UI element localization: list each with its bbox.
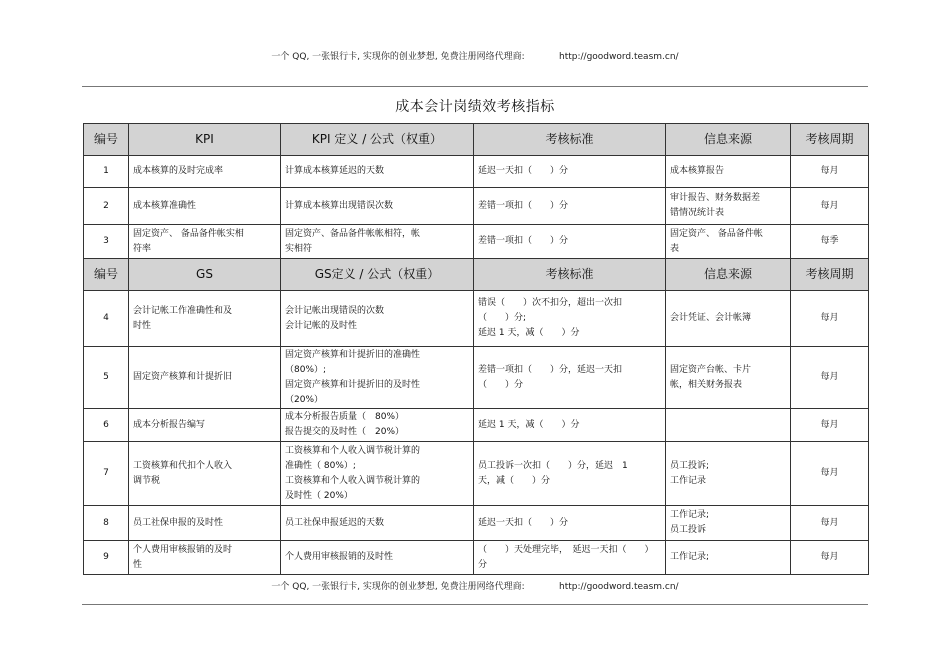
cell-name xyxy=(129,225,281,259)
cell-period: 每月 xyxy=(791,291,869,347)
cell-period: 每季 xyxy=(791,225,869,259)
cell-line: （20%） xyxy=(285,394,324,405)
cell-line: （ ）分; xyxy=(478,313,527,323)
cell-line: 延迟一天扣（ ）分 xyxy=(478,517,569,528)
cell-definition xyxy=(281,225,474,259)
cell-line: 成本核算的及时完成率 xyxy=(133,166,224,176)
cell-no: 1 xyxy=(84,156,129,188)
cell-line: 会计记帐的及时性 xyxy=(285,320,358,331)
top-banner xyxy=(0,49,950,62)
table-row xyxy=(84,291,869,347)
cell-line: 天，减（ ）分 xyxy=(478,475,551,486)
cell-line: 差错一项扣（ ）分 xyxy=(478,200,569,211)
header-cell: 编号 xyxy=(84,124,129,156)
cell-definition xyxy=(281,541,474,575)
cell-line: 员工投诉一次扣（ ）分，延迟 1 xyxy=(478,460,628,471)
table-row xyxy=(84,225,869,259)
cell-standard xyxy=(474,225,666,259)
cell-line: 成本核算报告 xyxy=(670,166,725,176)
header-cell: 信息来源 xyxy=(666,124,791,156)
cell-name xyxy=(129,156,281,188)
kpi-table xyxy=(83,123,869,575)
header-cell: 编号 xyxy=(84,259,129,291)
gs_header-header-row xyxy=(84,259,869,291)
cell-source xyxy=(666,541,791,575)
cell-line: 审计报告、财务数据差 xyxy=(670,193,761,203)
cell-name xyxy=(129,409,281,442)
cell-name xyxy=(129,188,281,225)
cell-no: 8 xyxy=(84,506,129,541)
header-cell: KPI 定义 / 公式（权重） xyxy=(281,124,474,156)
cell-line: 员工投诉; xyxy=(670,460,710,471)
cell-line: 个人费用审核报销的及时 xyxy=(133,544,233,555)
page-title: 成本会计岗绩效考核指标 xyxy=(395,99,555,115)
cell-definition xyxy=(281,347,474,409)
cell-period: 每月 xyxy=(791,541,869,575)
cell-line: （ ）天处理完毕， 延迟一天扣（ ） xyxy=(478,544,654,555)
cell-standard xyxy=(474,188,666,225)
cell-source xyxy=(666,156,791,188)
cell-line: 固定资产、备品备件帐帐相符，帐 xyxy=(285,228,421,239)
banner-text: 一个 QQ, 一张银行卡, 实现你的创业梦想, 免费注册网络代理商: xyxy=(271,52,525,62)
cell-line: （ ）分 xyxy=(478,379,524,390)
cell-line: 工资核算和个人收入调节税计算的 xyxy=(285,445,421,456)
cell-line: 会计凭证、会计帐簿 xyxy=(670,313,752,323)
cell-source xyxy=(666,188,791,225)
kpi_header-header-row xyxy=(84,124,869,156)
cell-period: 每月 xyxy=(791,188,869,225)
header-cell: 考核周期 xyxy=(791,259,869,291)
cell-period: 每月 xyxy=(791,156,869,188)
banner-url: http://goodword.teasm.cn/ xyxy=(559,582,679,592)
table-row xyxy=(84,188,869,225)
cell-no: 7 xyxy=(84,442,129,506)
header-cell: 考核标准 xyxy=(474,124,666,156)
cell-period: 每月 xyxy=(791,442,869,506)
header-cell: 考核标准 xyxy=(474,259,666,291)
cell-name xyxy=(129,442,281,506)
cell-line: 固定资产、 备品备件帐实相 xyxy=(133,228,244,239)
header-cell: KPI xyxy=(129,124,281,156)
bottom-banner xyxy=(0,579,950,592)
cell-line: 员工投诉 xyxy=(670,525,707,535)
cell-no: 3 xyxy=(84,225,129,259)
cell-definition xyxy=(281,409,474,442)
cell-line: 固定资产、 备品备件帐 xyxy=(670,228,763,239)
cell-line: 固定资产核算和计提折旧的及时性 xyxy=(285,379,421,390)
cell-line: 分 xyxy=(478,559,488,570)
table-row xyxy=(84,442,869,506)
cell-standard xyxy=(474,506,666,541)
top-divider xyxy=(82,86,868,87)
cell-name xyxy=(129,541,281,575)
cell-line: 成本分析报告质量（ 80%） xyxy=(285,412,405,422)
cell-period: 每月 xyxy=(791,506,869,541)
cell-line: 计算成本核算出现错误次数 xyxy=(285,200,394,211)
cell-source xyxy=(666,442,791,506)
cell-line: 帐，相关财务报表 xyxy=(670,379,743,390)
cell-line: 延迟 1 天，减（ ）分 xyxy=(478,328,580,338)
cell-line: 及时性（ 20%） xyxy=(285,490,353,501)
table-row xyxy=(84,409,869,442)
cell-source xyxy=(666,291,791,347)
cell-standard xyxy=(474,541,666,575)
cell-line: 成本核算准确性 xyxy=(133,200,197,211)
cell-period: 每月 xyxy=(791,409,869,442)
header-cell: 信息来源 xyxy=(666,259,791,291)
cell-line: 延迟 1 天，减（ ）分 xyxy=(478,419,580,430)
cell-definition xyxy=(281,156,474,188)
cell-line: 符率 xyxy=(133,243,152,254)
cell-line: 实相符 xyxy=(285,243,313,254)
cell-line: 固定资产核算和计提折旧的准确性 xyxy=(285,349,421,360)
cell-line: 成本分析报告编写 xyxy=(133,419,206,430)
cell-no: 9 xyxy=(84,541,129,575)
cell-line: （80%）; xyxy=(285,364,327,375)
bottom-divider xyxy=(82,604,868,605)
cell-definition xyxy=(281,442,474,506)
cell-line: 延迟一天扣（ ）分 xyxy=(478,166,569,176)
cell-standard xyxy=(474,409,666,442)
cell-line: 工资核算和代扣个人收入 xyxy=(133,460,233,471)
cell-source xyxy=(666,506,791,541)
cell-line: 工资核算和个人收入调节税计算的 xyxy=(285,475,421,486)
cell-line: 个人费用审核报销的及时性 xyxy=(285,552,394,562)
table-row xyxy=(84,156,869,188)
cell-line: 工作记录; xyxy=(670,510,710,520)
table-row xyxy=(84,541,869,575)
cell-definition xyxy=(281,291,474,347)
cell-no: 2 xyxy=(84,188,129,225)
cell-period: 每月 xyxy=(791,347,869,409)
cell-line: 性 xyxy=(133,559,143,570)
cell-source xyxy=(666,225,791,259)
cell-line: 工作记录; xyxy=(670,552,710,562)
cell-definition xyxy=(281,506,474,541)
cell-source xyxy=(666,409,791,442)
header-cell: GS xyxy=(129,259,281,291)
cell-line: 员工社保申报的及时性 xyxy=(133,517,224,528)
cell-standard xyxy=(474,442,666,506)
cell-line: 工作记录 xyxy=(670,475,707,486)
cell-line: 表 xyxy=(670,243,680,254)
cell-definition xyxy=(281,188,474,225)
cell-line: 错情况统计表 xyxy=(670,208,725,218)
kpi-table-body xyxy=(84,124,869,575)
cell-name xyxy=(129,291,281,347)
cell-no: 4 xyxy=(84,291,129,347)
cell-line: 会计记帐出现错误的次数 xyxy=(285,305,385,316)
banner-text: 一个 QQ, 一张银行卡, 实现你的创业梦想, 免费注册网络代理商: xyxy=(271,582,525,592)
header-cell: GS定义 / 公式（权重） xyxy=(281,259,474,291)
table-row xyxy=(84,347,869,409)
cell-line: 时性 xyxy=(133,320,152,331)
cell-line: 调节税 xyxy=(133,475,161,486)
cell-line: 会计记帐工作准确性和及 xyxy=(133,305,233,316)
table-row xyxy=(84,506,869,541)
cell-line: 固定资产台帐、卡片 xyxy=(670,364,752,375)
cell-line: 固定资产核算和计提折旧 xyxy=(133,372,233,382)
cell-line: 错误（ ）次不扣分，超出一次扣 xyxy=(478,298,623,308)
cell-line: 员工社保申报延迟的天数 xyxy=(285,517,385,528)
cell-no: 5 xyxy=(84,347,129,409)
banner-url: http://goodword.teasm.cn/ xyxy=(559,52,679,62)
cell-standard xyxy=(474,156,666,188)
cell-line: 准确性（ 80%）; xyxy=(285,460,356,471)
cell-line: 报告提交的及时性（ 20%） xyxy=(285,427,405,437)
cell-source xyxy=(666,347,791,409)
cell-standard xyxy=(474,347,666,409)
header-cell: 考核周期 xyxy=(791,124,869,156)
cell-standard xyxy=(474,291,666,347)
cell-line: 差错一项扣（ ）分，延迟一天扣 xyxy=(478,364,623,375)
cell-line: 计算成本核算延迟的天数 xyxy=(285,166,385,176)
cell-no: 6 xyxy=(84,409,129,442)
cell-name xyxy=(129,506,281,541)
cell-line: 差错一项扣（ ）分 xyxy=(478,236,569,246)
cell-name xyxy=(129,347,281,409)
